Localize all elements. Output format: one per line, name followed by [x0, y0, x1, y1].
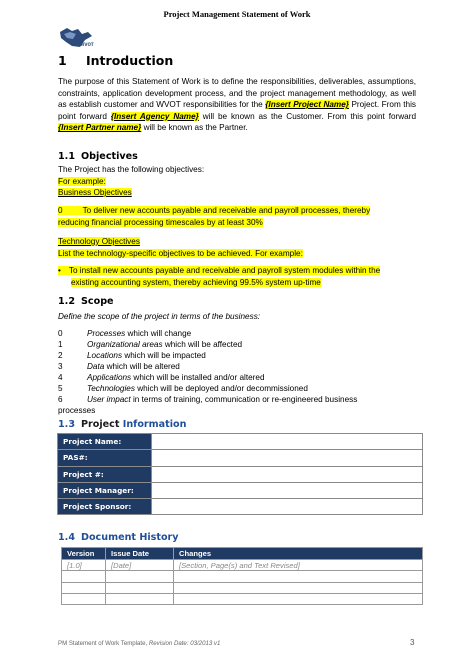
table-header-row	[62, 548, 423, 560]
state-map-seal-icon	[58, 26, 102, 50]
changes-cell[interactable]: [Section, Page(s) and Text Revised]	[174, 560, 423, 571]
project-information-table	[57, 433, 423, 515]
scope-intro: Define the scope of the project in terms of the business:	[58, 312, 261, 321]
insert-agency-name: {Insert Agency Name}	[110, 111, 199, 121]
project-manager-field[interactable]	[152, 482, 423, 498]
table-row	[58, 450, 423, 466]
document-page: Project Management Statement of Work WVOT 1 Introduction The purpose of this Statement of Work is to define the responsibilities, deliverables, assumptions, constraints, application development process, and the project management methodology, as well as establish customer and WVOT responsibilities for the {Insert Project Name} Project. From this point forward {Insert Agency Name} will be known as the Customer. From this point forward {Insert Partner name} will be known as the Partner. 1.1 Objectives The Project has the following objectives: For example: Business Objectives 0 To deliver new accounts payable and receivable and payroll processes, thereby reducing financial processing timescales by at least 30% Technology Objectives List the technology-specific objectives to be achieved. For example: • To install new accounts payable and receivable and payroll system modules within the existing accounting system, thereby achieving 99.5% system up-time 1.2 Scope Define the scope of the project in terms of the business: 0 Processes which will change 1 Organizational areas which will be affected 2 Locations which will be impacted 3 Data which will be altered 4 Applications which will be installed and/or altered 5 Technologies which will be deployed and/or decommissioned 6 User impact in terms of training, communication or re-engineered business processes 1.3 Project Information Project Name: PAS#: Project #: Project Manager: Project Sponsor: 1.4 Document History Version Issue Date Changes [1.0] [Date] [Section, Page(s) and Text Revised] PM Statement of Work Template, Revision Date: 03/2013 v1 3	[0, 0, 474, 670]
introduction-paragraph: The purpose of this Statement of Work is to define the responsibilities, deliverables, assumptions, constraints, application development process, and the project management methodology, as well as establish customer and WVOT responsibilities for the {Insert Project Name} Project. From this point forward {Insert Agency Name} will be known as the Customer. From this point forward {Insert Partner name} will be known as the Partner.	[58, 77, 417, 133]
column-header-issue-date: Issue Date	[106, 548, 174, 560]
objectives-block	[58, 164, 416, 199]
section-heading-project-information: 1.3 Project Information	[58, 419, 187, 430]
insert-partner-name: {Insert Partner name}	[58, 123, 142, 133]
issue-date-cell[interactable]	[106, 571, 174, 582]
logo-text: WVOT	[80, 42, 94, 47]
section-heading-document-history: 1.4 Document History	[58, 532, 179, 543]
business-objectives-title: Business Objectives	[58, 188, 132, 198]
section-heading-introduction: 1 Introduction	[58, 53, 174, 68]
table-row	[58, 466, 423, 482]
technology-objectives-intro: List the technology-specific objectives to be achieved. For example:	[58, 248, 303, 258]
table-row	[62, 560, 423, 571]
technology-objectives-block	[58, 236, 416, 259]
version-cell[interactable]	[62, 582, 106, 593]
document-history-table	[61, 547, 423, 605]
project-name-label: Project Name:	[58, 434, 152, 450]
table-row	[62, 571, 423, 582]
changes-cell[interactable]	[174, 593, 423, 604]
technology-objective-item: • To install new accounts payable and receivable and payroll system modules within the existing accounting system, thereby achieving 99.5% system up-time	[58, 266, 381, 287]
scope-item-wrap: processes	[58, 406, 96, 415]
page-footer: PM Statement of Work Template, Revision Date: 03/2013 v1	[58, 640, 221, 647]
table-row	[62, 582, 423, 593]
section-heading-scope: 1.2 Scope	[58, 296, 114, 307]
version-cell[interactable]	[62, 571, 106, 582]
table-row	[58, 499, 423, 515]
changes-cell[interactable]	[174, 571, 423, 582]
page-header-title: Project Management Statement of Work	[163, 9, 311, 19]
table-row	[58, 434, 423, 450]
column-header-changes: Changes	[174, 548, 423, 560]
version-cell[interactable]	[62, 593, 106, 604]
project-sponsor-label: Project Sponsor:	[58, 499, 152, 515]
table-row	[62, 593, 423, 604]
version-cell[interactable]: [1.0]	[62, 560, 106, 571]
insert-project-name: {Insert Project Name}	[265, 100, 349, 110]
project-number-field[interactable]	[152, 466, 423, 482]
issue-date-cell[interactable]: [Date]	[106, 560, 174, 571]
project-number-label: Project #:	[58, 466, 152, 482]
pas-label: PAS#:	[58, 450, 152, 466]
project-manager-label: Project Manager:	[58, 482, 152, 498]
technology-objectives-title: Technology Objectives	[58, 237, 140, 246]
section-heading-objectives: 1.1 Objectives	[58, 151, 138, 162]
project-name-field[interactable]	[152, 434, 423, 450]
for-example-label: For example:	[58, 176, 106, 186]
table-row	[58, 482, 423, 498]
issue-date-cell[interactable]	[106, 582, 174, 593]
column-header-version: Version	[62, 548, 106, 560]
changes-cell[interactable]	[174, 582, 423, 593]
issue-date-cell[interactable]	[106, 593, 174, 604]
objectives-intro: The Project has the following objectives:	[58, 165, 205, 174]
project-sponsor-field[interactable]	[152, 499, 423, 515]
page-number: 3	[410, 638, 415, 647]
business-objective-item: 0 To deliver new accounts payable and receivable and payroll processes, thereby reducing financial processing timescales by at least 30%	[58, 206, 371, 227]
pas-field[interactable]	[152, 450, 423, 466]
